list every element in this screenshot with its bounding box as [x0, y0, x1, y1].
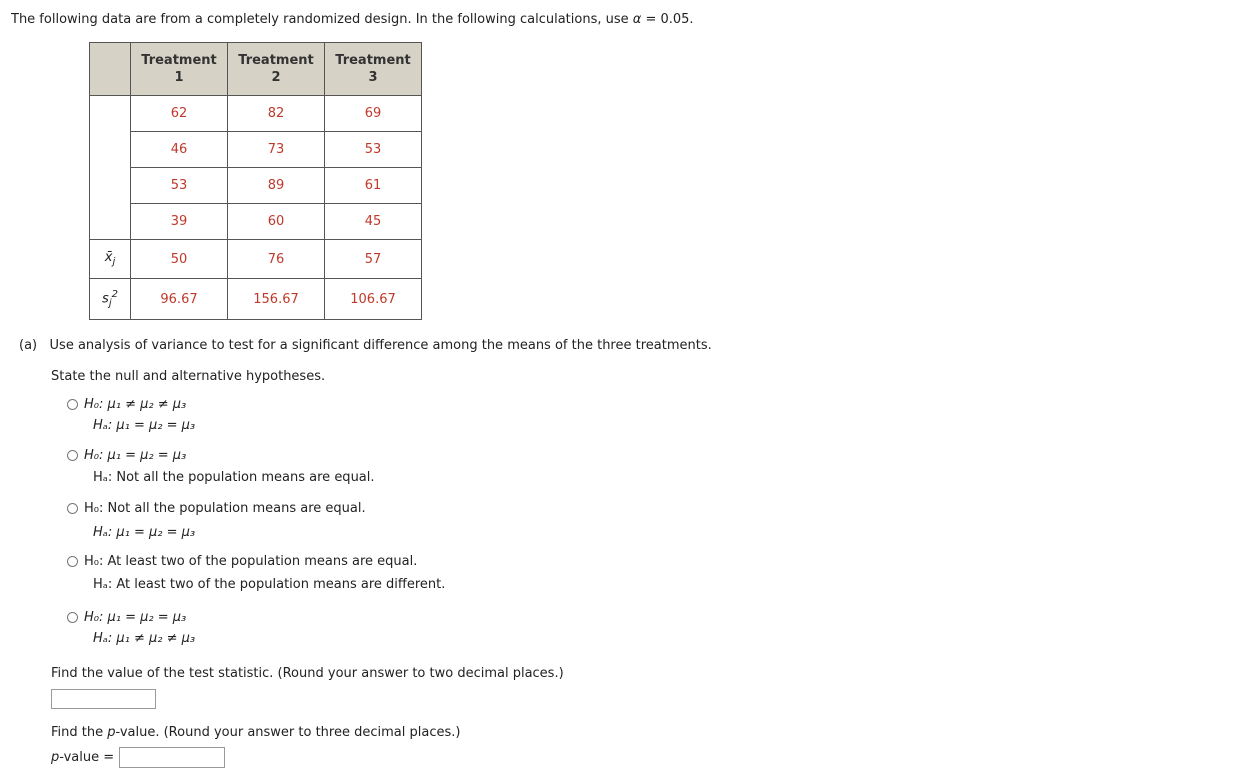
xbar-cell: 76	[228, 240, 325, 279]
variance-cell: 156.67	[228, 279, 325, 320]
radio-button[interactable]	[67, 556, 78, 567]
hypothesis-option-3-alt: Hₐ: μ₁ = μ₂ = μ₃	[93, 525, 196, 540]
table-row	[90, 96, 422, 132]
hypothesis-option-5[interactable]: H₀: μ₁ = μ₂ = μ₃	[67, 610, 186, 625]
treatment-header-3: Treatment 3	[325, 43, 422, 96]
xbar-row	[90, 240, 422, 279]
table-cell: 53	[325, 132, 422, 168]
table-corner	[90, 43, 131, 96]
data-table	[89, 42, 422, 320]
hypothesis-option-4-alt: Hₐ: At least two of the population means are different.	[93, 577, 446, 592]
alpha-symbol: α	[632, 12, 642, 27]
part-a-question: (a) Use analysis of variance to test for a significant difference among the means of the three treatments.	[19, 338, 712, 353]
radio-button[interactable]	[67, 399, 78, 410]
treatment-header-2: Treatment 2	[228, 43, 325, 96]
p-value-label: p-value =	[51, 750, 115, 765]
table-row	[90, 204, 422, 240]
hypothesis-option-5-alt: Hₐ: μ₁ ≠ μ₂ ≠ μ₃	[93, 631, 196, 646]
hypothesis-option-3[interactable]: H₀: Not all the population means are equal.	[67, 501, 366, 516]
table-cell: 39	[131, 204, 228, 240]
intro-text: The following data are from a completely randomized design. In the following calculations, use α = 0.05.	[11, 12, 694, 27]
variance-cell: 96.67	[131, 279, 228, 320]
table-row	[90, 132, 422, 168]
radio-button[interactable]	[67, 612, 78, 623]
table-row	[90, 168, 422, 204]
test-statistic-input[interactable]	[51, 689, 156, 709]
table-cell: 82	[228, 96, 325, 132]
hypothesis-option-2-alt: Hₐ: Not all the population means are equal.	[93, 470, 375, 485]
table-cell: 46	[131, 132, 228, 168]
p-value-input[interactable]	[119, 747, 225, 768]
hypothesis-option-1-alt: Hₐ: μ₁ = μ₂ = μ₃	[93, 418, 196, 433]
table-cell: 45	[325, 204, 422, 240]
table-cell: 60	[228, 204, 325, 240]
table-cell: 69	[325, 96, 422, 132]
table-cell: 53	[131, 168, 228, 204]
hypothesis-option-4[interactable]: H₀: At least two of the population means are equal.	[67, 554, 417, 569]
state-hypotheses-instruction: State the null and alternative hypotheses.	[51, 369, 326, 384]
xbar-cell: 50	[131, 240, 228, 279]
table-cell: 89	[228, 168, 325, 204]
xbar-cell: 57	[325, 240, 422, 279]
variance-label: $s_j^2$	[90, 279, 131, 320]
p-value-prompt: Find the p-value. (Round your answer to three decimal places.)	[51, 725, 461, 740]
radio-button[interactable]	[67, 450, 78, 461]
table-cell: 62	[131, 96, 228, 132]
radio-button[interactable]	[67, 503, 78, 514]
hypothesis-option-2[interactable]: H₀: μ₁ = μ₂ = μ₃	[67, 448, 186, 463]
hypothesis-option-1[interactable]: H₀: μ₁ ≠ μ₂ ≠ μ₃	[67, 397, 186, 412]
table-cell: 61	[325, 168, 422, 204]
variance-cell: 106.67	[325, 279, 422, 320]
treatment-header-1: Treatment 1	[131, 43, 228, 96]
variance-row	[90, 279, 422, 320]
table-cell: 73	[228, 132, 325, 168]
test-statistic-prompt: Find the value of the test statistic. (Round your answer to two decimal places.)	[51, 666, 564, 681]
xbar-label: $x̄_j$	[90, 240, 131, 279]
